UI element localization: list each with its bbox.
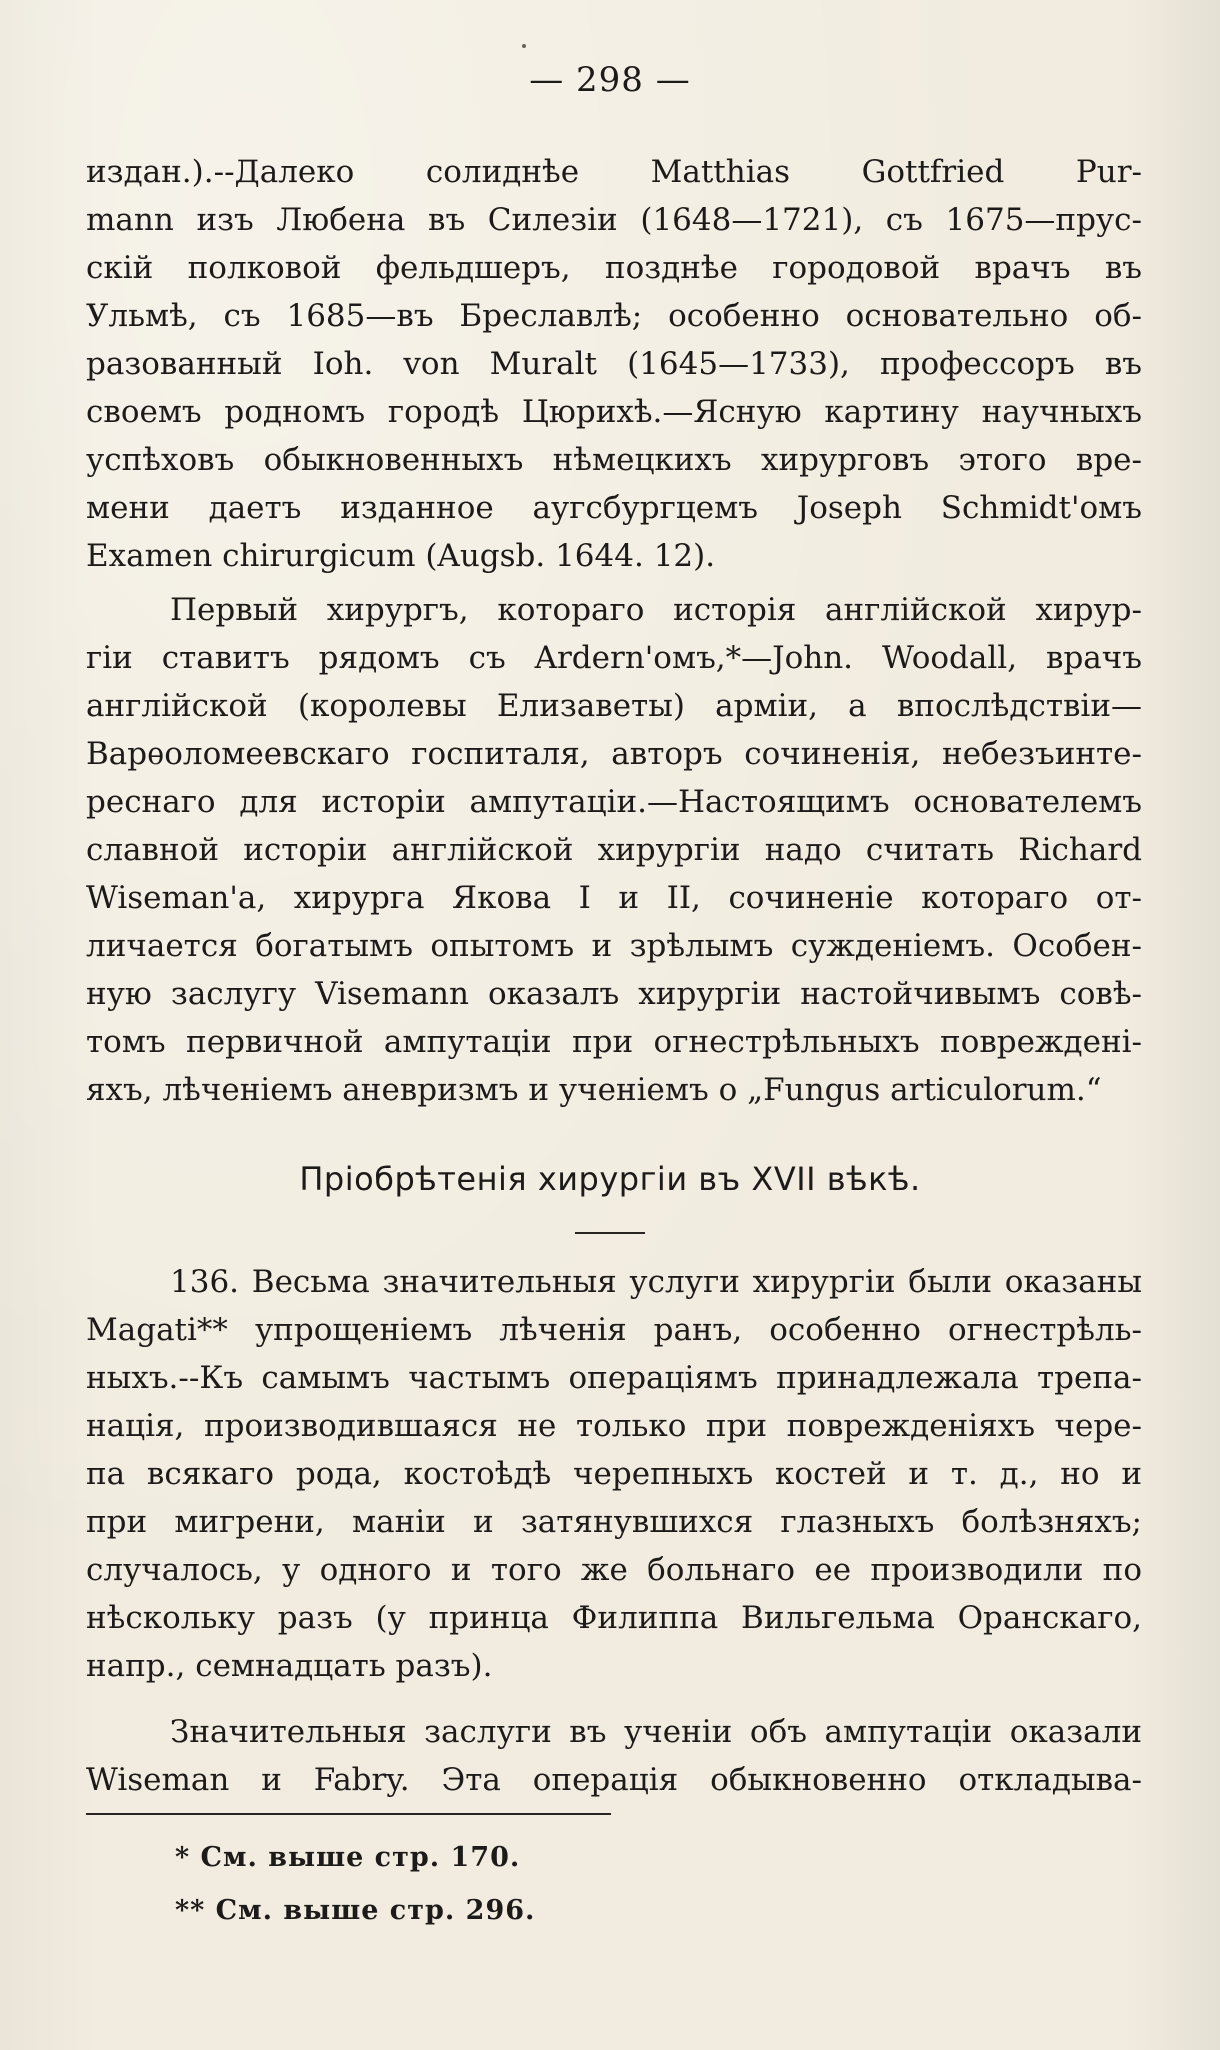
text-line: ныхъ.--Къ самымъ частымъ операціямъ принадлежала трепа- [86, 1360, 1142, 1396]
paragraph-2 [86, 586, 1142, 1114]
page-number: — 298 — [529, 60, 691, 100]
text-line: англійской (королевы Елизаветы) арміи, а впослѣдствіи— [86, 688, 1142, 724]
paragraph-1 [86, 148, 1142, 580]
text-line: издан.).--Далеко солиднѣе Matthias Gottfried Pur- [86, 154, 1142, 190]
text-line: Wiseman'а, хирурга Якова I и II, сочиненіе котораго от- [86, 880, 1142, 916]
text-line: нѣскольку разъ (у принца Филиппа Вильгельма Оранскаго, [86, 1600, 1142, 1636]
footnote-divider [86, 1813, 611, 1815]
text-line: славной исторіи англійской хирургіи надо считать Richard [86, 832, 1142, 868]
footnote-2: ** См. выше стр. 296. [175, 1895, 536, 1926]
text-line: успѣховъ обыкновенныхъ нѣмецкихъ хирурговъ этого вре- [86, 442, 1142, 478]
text-line: яхъ, лѣченіемъ аневризмъ и ученіемъ о „Fungus articulorum.“ [86, 1072, 1102, 1108]
text-line: скій полковой фельдшеръ, позднѣе городовой врачъ въ [86, 250, 1142, 286]
text-line: Первый хирургъ, котораго исторія англійской хирур- [170, 592, 1142, 628]
text-line: mann изъ Любена въ Силезіи (1648—1721), съ 1675—прус- [86, 202, 1142, 238]
text-line: 136. Весьма значительныя услуги хирургіи были оказаны [170, 1264, 1142, 1300]
footnote-1: * См. выше стр. 170. [175, 1842, 521, 1873]
paragraph-4 [86, 1708, 1142, 1804]
text-line: Ульмѣ, съ 1685—въ Бреславлѣ; особенно основательно об- [86, 298, 1142, 334]
text-line: Magati** упрощеніемъ лѣченія ранъ, особенно огнестрѣль- [86, 1312, 1142, 1348]
text-line: па всякаго рода, костоѣдѣ черепныхъ костей и т. д., но и [86, 1456, 1142, 1492]
text-line: реснаго для исторіи ампутаціи.—Настоящимъ основателемъ [86, 784, 1142, 820]
text-line: разованный Ioh. von Muralt (1645—1733), профессоръ въ [86, 346, 1142, 382]
text-line: Значительныя заслуги въ ученіи объ ампутаціи оказали [170, 1714, 1142, 1750]
text-line: личается богатымъ опытомъ и зрѣлымъ сужденіемъ. Особен- [86, 928, 1142, 964]
text-line: Варѳоломеевскаго госпиталя, авторъ сочиненія, небезъинте- [86, 736, 1142, 772]
text-line: Wiseman и Fabry. Эта операція обыкновенно откладыва- [86, 1762, 1142, 1798]
paragraph-3 [86, 1258, 1142, 1690]
text-line: случалось, у одного и того же больнаго ее производили по [86, 1552, 1142, 1588]
text-line: нація, производившаяся не только при поврежденiяхъ чере- [86, 1408, 1142, 1444]
text-line: мени даетъ изданное аугсбургцемъ Joseph Schmidt'омъ [86, 490, 1142, 526]
text-line: своемъ родномъ городѣ Цюрихѣ.—Ясную картину научныхъ [86, 394, 1142, 430]
heading-divider [575, 1232, 645, 1234]
text-line: гіи ставитъ рядомъ съ Ardern'омъ,*—John. Woodall, врачъ [86, 640, 1142, 676]
text-line: напр., семнадцать разъ). [86, 1648, 493, 1684]
paper-speck [522, 44, 526, 48]
text-line: при мигрени, маніи и затянувшихся глазныхъ болѣзняхъ; [86, 1504, 1142, 1540]
text-line: ную заслугу Visemann оказалъ хирургіи настойчивымъ совѣ- [86, 976, 1142, 1012]
text-line: Examen chirurgicum (Augsb. 1644. 12). [86, 538, 716, 574]
text-line: томъ первичной ампутаціи при огнестрѣльныхъ поврежденi- [86, 1024, 1142, 1060]
section-heading: Пріобрѣтенія хирургіи въ XVII вѣкѣ. [299, 1160, 921, 1198]
